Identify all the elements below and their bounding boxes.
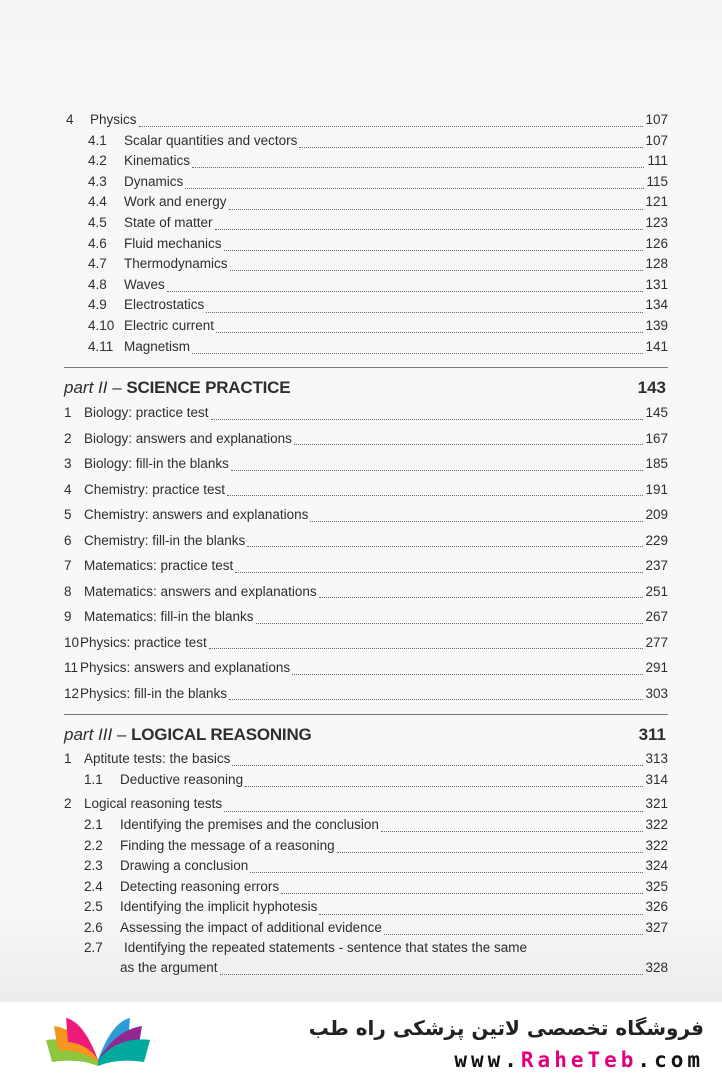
entry-title: Dynamics [124,173,184,189]
entry-title: Kinematics [124,153,191,169]
dot-leader [384,925,644,935]
part-2-title: part II – SCIENCE PRACTICE [64,378,291,398]
toc-section[interactable] [64,172,668,193]
dot-leader [215,220,644,230]
page-number: 107 [645,132,668,148]
dot-leader [192,344,643,354]
entry-number: 10 [64,634,80,650]
page-number: 139 [645,317,668,333]
page-number: 277 [645,634,668,650]
entry-title: Magnetism [124,338,191,354]
dot-leader [310,512,643,522]
shop-name: فروشگاه تخصصی لاتین پزشکی راه طب [308,1016,704,1040]
dot-leader [292,665,643,675]
toc-section[interactable] [64,815,668,836]
entry-title: Assessing the impact of additional evidence [120,919,382,935]
chapter-number: 4 [66,112,74,127]
entry-title: Detecting reasoning errors [120,878,280,894]
entry-title: Matematics: answers and explanations [84,583,317,599]
dot-leader [206,303,643,313]
entry-number: 4 [64,481,72,497]
entry-title: Matematics: fill-in the blanks [84,609,254,625]
page-number: 141 [645,338,668,354]
toc-section[interactable] [64,316,668,337]
page-number: 123 [645,214,668,230]
page-number: 229 [645,532,668,548]
toc-section[interactable] [64,770,668,791]
entry-number: 4.5 [88,214,107,230]
page-number: 115 [646,173,668,189]
entry-title: Biology: fill-in the blanks [84,456,229,472]
dot-leader [281,884,643,894]
dot-leader [139,117,644,127]
toc-section[interactable] [64,836,668,857]
entry-number: 1.1 [84,771,103,787]
entry-number: 5 [64,507,72,523]
entry-title: Thermodynamics [124,256,228,272]
entry-number: 4.6 [88,235,107,251]
page-number: 291 [645,660,668,676]
page-number: 167 [645,430,668,446]
entry-title: Identifying the premises and the conclusion [120,816,379,832]
toc-section-2-7[interactable]: 2.7 Identifying the repeated statements - sentence that states the same as the argument 328 [84,940,668,976]
dot-leader [245,777,643,787]
shop-url[interactable]: www.RaheTeb.com [454,1048,704,1072]
aptitude-sections [64,770,668,791]
toc-section[interactable] [64,254,668,275]
entry-number: 4.10 [88,317,115,333]
entry-title: Electrostatics [124,297,205,313]
page-number: 111 [647,153,668,169]
dot-leader [231,461,644,471]
toc-chapter-physics[interactable] [64,110,668,131]
entry-title: Biology: answers and explanations [84,430,292,446]
entry-title: Biology: practice test [84,405,209,421]
toc-item[interactable] [64,477,668,503]
entry-title: Chemistry: practice test [84,481,226,497]
toc-item[interactable] [64,579,668,605]
part-3-title: part III – LOGICAL REASONING [64,725,312,745]
entry-number: 8 [64,583,72,599]
dot-leader [209,639,644,649]
toc-section[interactable] [64,856,668,877]
entry-title: Matematics: practice test [84,558,234,574]
toc-item[interactable] [64,426,668,452]
toc-item[interactable] [64,604,668,630]
dot-leader [185,179,644,189]
page-number: 251 [645,583,668,599]
page-number: 303 [645,685,668,701]
logical-sections [64,815,668,939]
toc-section[interactable] [64,131,668,152]
entry-title: Waves [124,276,165,292]
entry-number: 2.2 [84,837,103,853]
entry-title: Work and energy [124,194,227,210]
toc-section[interactable] [64,918,668,939]
entry-title: Drawing a conclusion [120,858,249,874]
page-number: 131 [645,276,668,292]
toc-item[interactable] [64,655,668,681]
entry-title: Physics: practice test [80,634,207,650]
toc-section[interactable] [64,234,668,255]
dot-leader [192,158,644,168]
entry-number: 1 [64,405,72,421]
entry-number: 9 [64,609,72,625]
dot-leader [337,843,644,853]
dot-leader [294,435,644,445]
page-number: 145 [645,405,668,421]
toc-section[interactable] [64,275,668,296]
dot-leader [230,261,644,271]
entry-number: 6 [64,532,72,548]
entry-title: Identifying the implicit hyphotesis [120,899,318,915]
entry-number: 2.4 [84,878,103,894]
dot-leader [211,410,644,420]
entry-number: 4.7 [88,256,107,272]
physics-sections [64,131,668,358]
entry-number: 2 [64,430,72,446]
dot-leader [247,537,643,547]
toc-section[interactable] [64,337,668,358]
page-number: 322 [645,816,668,832]
part-3-heading[interactable] [64,714,668,745]
dot-leader [381,822,644,832]
toc-section[interactable] [64,897,668,918]
toc-section[interactable] [64,295,668,316]
part-2-heading[interactable] [64,367,668,398]
entry-title: Physics: fill-in the blanks [80,685,228,701]
entry-number: 4.2 [88,153,107,169]
entry-number: 4.3 [88,173,107,189]
page-number: 126 [645,235,668,251]
toc-section[interactable] [64,192,668,213]
page-number: 324 [645,858,668,874]
page-number: 267 [645,609,668,625]
entry-number: 4.9 [88,297,107,313]
chapter-title: Physics [90,112,137,127]
entry-title: Fluid mechanics [124,235,222,251]
page-number: 326 [645,899,668,915]
toc-section[interactable] [64,151,668,172]
dot-leader [229,690,643,700]
entry-number: 11 [64,660,79,676]
page-number: 322 [645,837,668,853]
part-2-page-number: 143 [637,378,666,398]
page-number: 327 [645,919,668,935]
page-number: 314 [645,771,668,787]
dot-leader [227,486,643,496]
entry-title: Electric current [124,317,215,333]
dot-leader [167,282,644,292]
entry-title: Physics: answers and explanations [80,660,291,676]
page-number: 128 [645,256,668,272]
dot-leader [216,323,643,333]
watermark-footer [0,1002,722,1080]
entry-number: 2.6 [84,919,103,935]
toc-item[interactable] [64,502,668,528]
entry-title: Chemistry: fill-in the blanks [84,532,246,548]
entry-number: 7 [64,558,72,574]
entry-number: 4.1 [88,132,107,148]
dot-leader [256,614,644,624]
entry-number: 4.8 [88,276,107,292]
page-number: 209 [645,507,668,523]
dot-leader [319,588,644,598]
page-number: 325 [645,878,668,894]
dot-leader [250,863,643,873]
entry-title: Scalar quantities and vectors [124,132,298,148]
entry-number: 2.1 [84,816,103,832]
entry-number: 3 [64,456,72,472]
page-number: 237 [645,558,668,574]
toc-item[interactable] [64,681,668,707]
dot-leader [235,563,643,573]
dot-leader [224,241,644,251]
entry-title: Deductive reasoning [120,771,244,787]
toc-chapter-logical[interactable]: 2 Logical reasoning tests 321 [64,796,668,812]
page-number: 121 [645,194,668,210]
toc-item[interactable] [64,528,668,554]
toc-item[interactable] [64,630,668,656]
toc-item[interactable] [64,553,668,579]
dot-leader [299,138,643,148]
toc-section[interactable] [64,213,668,234]
part-3-items [64,749,668,977]
dot-leader [229,200,644,210]
open-book-icon [38,1016,158,1070]
entry-number: 2.5 [84,899,103,915]
part-3-page-number: 311 [638,725,666,745]
page-number: 185 [645,456,668,472]
dot-leader [319,905,643,915]
table-of-contents [64,110,668,977]
entry-title: Chemistry: answers and explanations [84,507,309,523]
entry-title: Finding the message of a reasoning [120,837,335,853]
part-2-items [64,400,668,706]
entry-number: 12 [64,685,80,701]
toc-section[interactable] [64,877,668,898]
toc-item[interactable] [64,400,668,426]
entry-number: 4.4 [88,194,107,210]
page-number: 191 [645,481,668,497]
toc-chapter-aptitude[interactable]: 1 Aptitute tests: the basics 313 [64,751,668,767]
page-number: 134 [645,297,668,313]
entry-title: State of matter [124,214,213,230]
page-number: 107 [645,112,668,127]
entry-number: 4.11 [88,338,114,354]
entry-number: 2.3 [84,858,103,874]
toc-item[interactable] [64,451,668,477]
